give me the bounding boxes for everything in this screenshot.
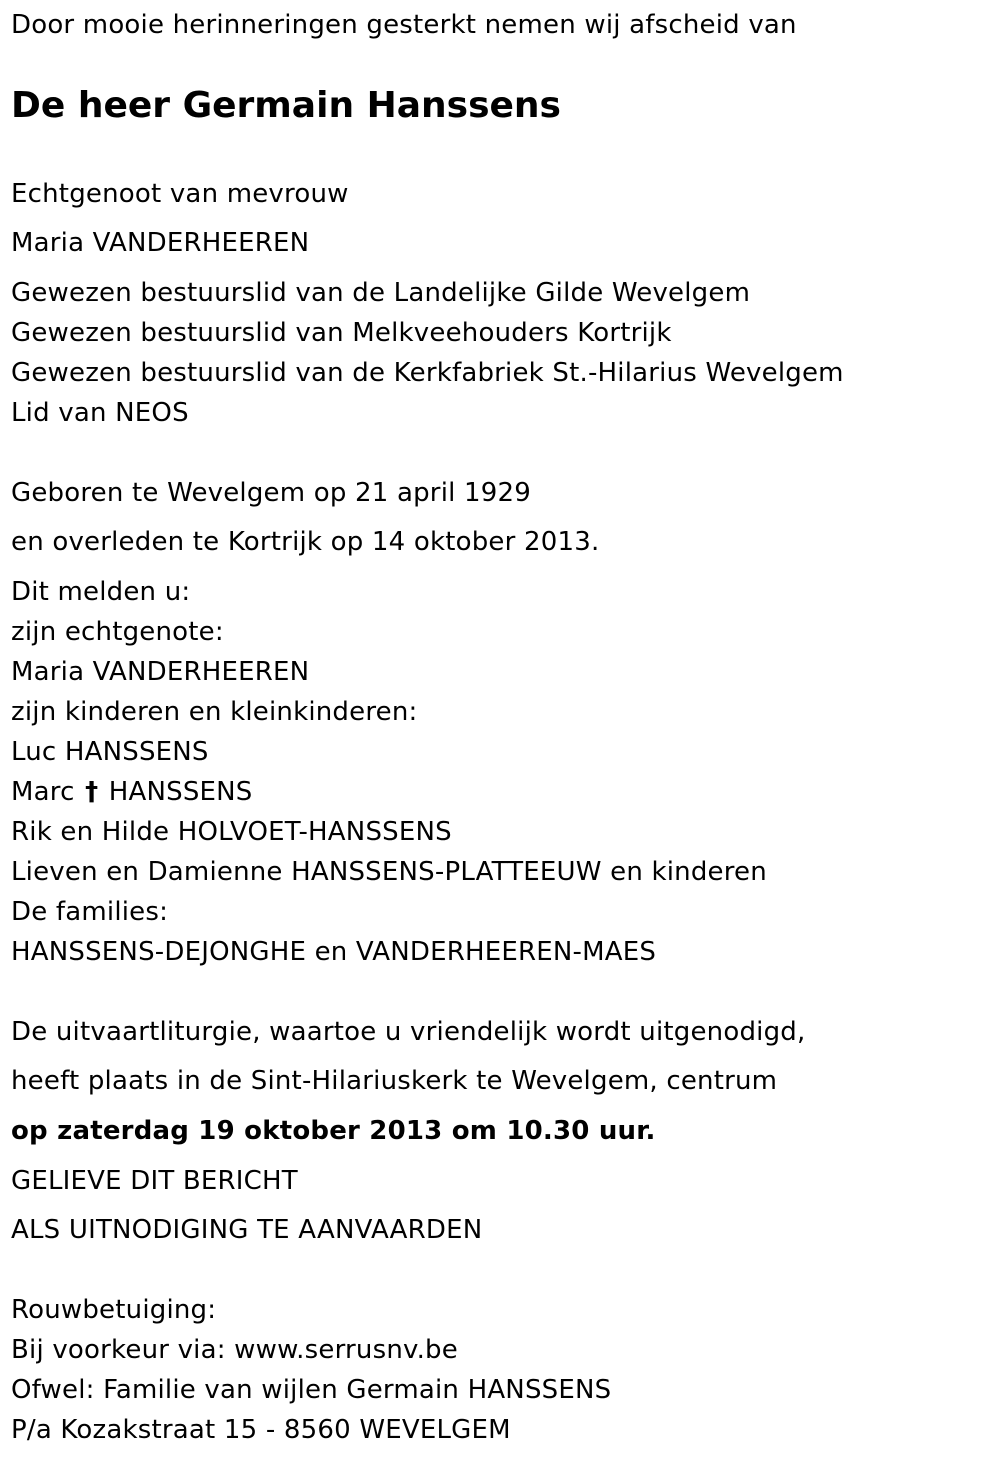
- deceased-name: De heer Germain Hanssens: [11, 85, 561, 126]
- spouse-relation-name: Maria VANDERHEEREN: [11, 657, 310, 687]
- families-names: HANSSENS-DEJONGHE en VANDERHEEREN-MAES: [11, 937, 657, 967]
- child-line: Rik en Hilde HOLVOET-HANSSENS: [11, 817, 452, 847]
- birth-line: Geboren te Wevelgem op 21 april 1929: [11, 478, 531, 508]
- families-label: De families:: [11, 897, 169, 927]
- child-line: Luc HANSSENS: [11, 737, 209, 767]
- child-line-deceased: [11, 775, 253, 809]
- funeral-location: heeft plaats in de Sint-Hilariuskerk te Wevelgem, centrum: [11, 1066, 778, 1096]
- role-line: Gewezen bestuurslid van de Landelijke Gilde Wevelgem: [11, 278, 751, 308]
- children-label: zijn kinderen en kleinkinderen:: [11, 697, 418, 727]
- funeral-line: De uitvaartliturgie, waartoe u vriendelijk wordt uitgenodigd,: [11, 1017, 806, 1047]
- role-line: Gewezen bestuurslid van de Kerkfabriek St.-Hilarius Wevelgem: [11, 358, 844, 388]
- child-first-name: Marc: [11, 777, 75, 807]
- condolences-address: P/a Kozakstraat 15 - 8560 WEVELGEM: [11, 1415, 511, 1445]
- funeral-date: op zaterdag 19 oktober 2013 om 10.30 uur.: [11, 1116, 656, 1146]
- child-line: Lieven en Damienne HANSSENS-PLATTEEUW en kinderen: [11, 857, 767, 887]
- condolences-family: Ofwel: Familie van wijlen Germain HANSSENS: [11, 1375, 612, 1405]
- role-line: Lid van NEOS: [11, 398, 189, 428]
- condolences-website: Bij voorkeur via: www.serrusnv.be: [11, 1335, 458, 1365]
- notice-line: GELIEVE DIT BERICHT: [11, 1166, 298, 1196]
- child-last-name: HANSSENS: [108, 777, 253, 807]
- spouse-name: Maria VANDERHEEREN: [11, 228, 310, 258]
- announcers-intro: Dit melden u:: [11, 577, 191, 607]
- intro-text: Door mooie herinneringen gesterkt nemen wij afscheid van: [11, 10, 797, 40]
- cross-icon: †: [85, 777, 99, 807]
- notice-line: ALS UITNODIGING TE AANVAARDEN: [11, 1215, 483, 1245]
- death-line: en overleden te Kortrijk op 14 oktober 2013.: [11, 527, 600, 557]
- role-line: Gewezen bestuurslid van Melkveehouders Kortrijk: [11, 318, 672, 348]
- spouse-relation-label: zijn echtgenote:: [11, 617, 224, 647]
- condolences-label: Rouwbetuiging:: [11, 1295, 217, 1325]
- spouse-label: Echtgenoot van mevrouw: [11, 179, 349, 209]
